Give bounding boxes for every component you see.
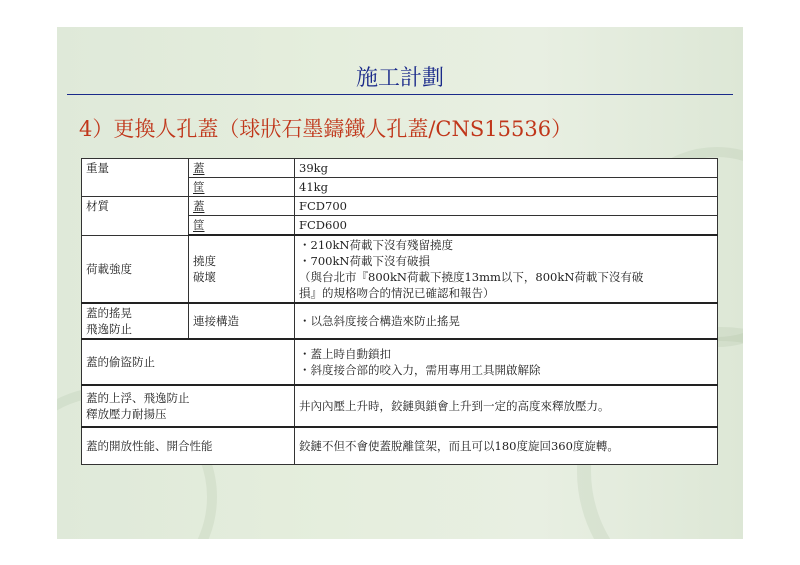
table-row	[82, 197, 718, 216]
title-divider	[67, 94, 733, 95]
sub-label-failure: 破壞	[193, 270, 216, 284]
row-label-load: 荷載強度	[82, 235, 189, 303]
slide	[57, 27, 743, 539]
slide-title: 施工計劃	[355, 66, 444, 91]
table-row	[82, 159, 718, 178]
rise-description: 井內內壓上升時，鉸鏈與鎖會上升到一定的高度來釋放壓力。	[295, 385, 718, 427]
material-lid-value: FCD700	[295, 197, 718, 216]
row-label-line: 蓋的搖晃	[86, 306, 132, 320]
sub-label-lid: 蓋	[189, 197, 295, 216]
row-label-line: 釋放壓力耐揚压	[86, 407, 167, 421]
row-label-material: 材質	[82, 197, 189, 236]
sub-label-frame: 筐	[189, 216, 295, 236]
spec-table	[81, 158, 718, 465]
sub-label-lid: 蓋	[189, 159, 295, 178]
row-label-weight: 重量	[82, 159, 189, 197]
sub-label-deflection: 撓度	[193, 254, 216, 268]
row-label-rise	[82, 385, 295, 427]
row-label-line: 飛逸防止	[86, 322, 132, 336]
shake-description: ・以急斜度接合構造來防止搖晃	[295, 303, 718, 339]
load-line: ・210kN荷載下沒有殘留撓度	[299, 238, 453, 252]
sub-label-load	[189, 235, 295, 303]
load-line: 損』的規格吻合的情況已確認和報告）	[299, 286, 495, 300]
row-label-open: 蓋的開放性能、開合性能	[82, 427, 295, 465]
table-row	[82, 339, 718, 385]
load-line: ・700kN荷載下沒有破損	[299, 254, 430, 268]
sub-label-connection: 連接構造	[189, 303, 295, 339]
load-line: （與台北市『800kN荷載下撓度13mm以下，800kN荷載下沒有破	[299, 270, 644, 284]
sub-label-frame: 筐	[189, 178, 295, 197]
table-row	[82, 235, 718, 303]
row-label-shake	[82, 303, 189, 339]
load-description	[295, 235, 718, 303]
row-label-line: 蓋的上浮、飛逸防止	[86, 391, 190, 405]
theft-description	[295, 339, 718, 385]
open-description: 鉸鏈不但不會使蓋脫離筐架，而且可以180度旋回360度旋轉。	[295, 427, 718, 465]
table-row	[82, 385, 718, 427]
weight-lid-value: 39kg	[295, 159, 718, 178]
section-heading: 4）更換人孔蓋（球狀石墨鑄鐵人孔蓋/CNS15536）	[79, 117, 573, 141]
table-row	[82, 303, 718, 339]
theft-line: ・斜度接合部的咬入力，需用專用工具開啟解除	[299, 363, 541, 377]
theft-line: ・蓋上時自動鎖扣	[299, 347, 391, 361]
table-row	[82, 427, 718, 465]
material-frame-value: FCD600	[295, 216, 718, 236]
weight-frame-value: 41kg	[295, 178, 718, 197]
row-label-theft: 蓋的偷盜防止	[82, 339, 295, 385]
